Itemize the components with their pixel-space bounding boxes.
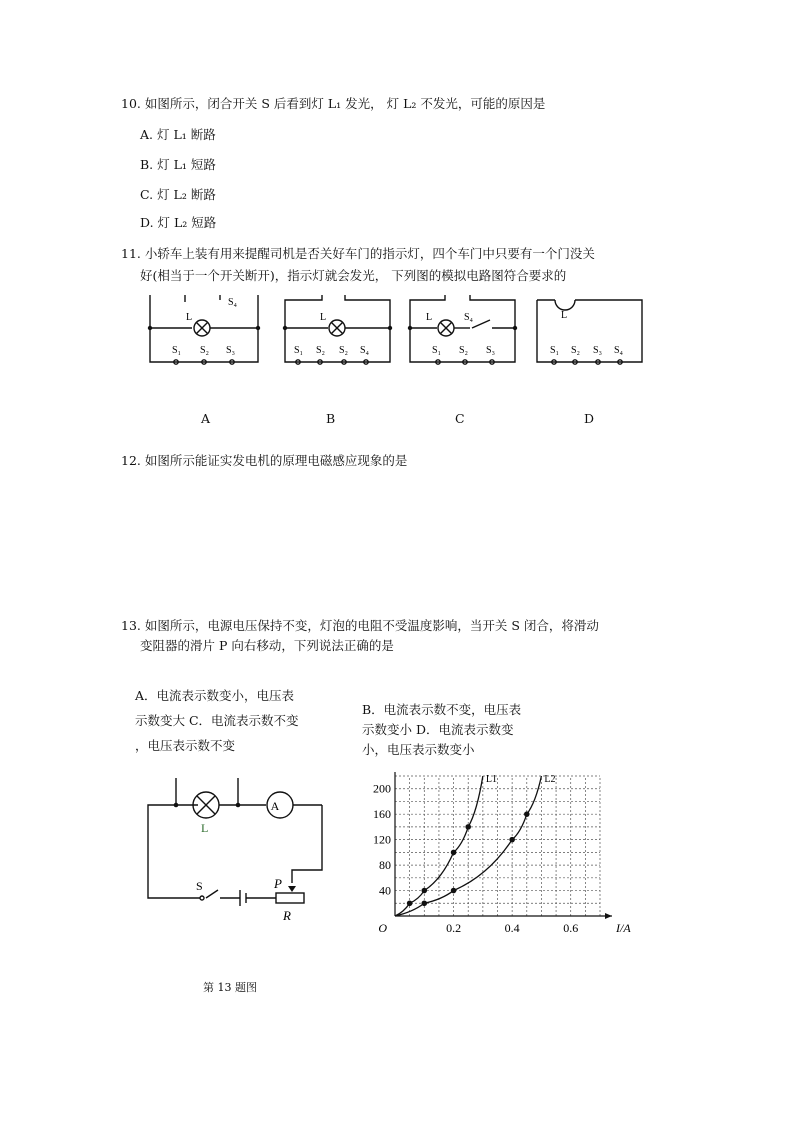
q13-figure-caption: 第 13 题图 <box>203 981 257 994</box>
q11b-s1-label: S₁ <box>294 345 304 356</box>
q13-resistor-label: R <box>283 908 291 923</box>
q13-lamp-label: L <box>201 821 209 835</box>
chart-axes <box>395 772 612 919</box>
q10-stem: 10. 如图所示，闭合开关 S 后看到灯 L₁ 发光， 灯 L₂ 不发光，可能的原因是 <box>121 96 546 111</box>
q10-option-a: A. 灯 L₁ 断路 <box>140 127 216 142</box>
q11c-lamp-label: L <box>426 312 433 323</box>
y-tick-label: 120 <box>373 832 391 847</box>
y-tick-label: 200 <box>373 781 391 796</box>
q11a-s2-label: S₂ <box>200 345 210 356</box>
q13-circuit <box>140 770 340 930</box>
series-label-l2: L2 <box>544 774 556 785</box>
q13-option-b-line1: B．电流表示数不变，电压表 <box>362 702 522 717</box>
data-point-l2 <box>421 900 427 906</box>
q11c-s1-label: S₁ <box>432 345 442 356</box>
q11-choice-c: C <box>455 411 465 426</box>
q11-choice-a: A <box>201 411 211 426</box>
q13-iv-chart <box>365 770 631 945</box>
chart-grid <box>395 776 600 916</box>
q11d-s3-label: S₃ <box>593 345 603 356</box>
q13-option-a-line2: 示数变大 C．电流表示数不变 <box>135 713 299 728</box>
y-tick-label: 40 <box>379 883 391 898</box>
q11-choice-d: D <box>584 411 595 426</box>
x-tick-label: 0.2 <box>446 921 462 935</box>
x-tick-label: 0.4 <box>504 921 520 935</box>
q10-option-b: B. 灯 L₁ 短路 <box>140 157 216 172</box>
data-point-l2 <box>509 837 515 843</box>
q11c-s4-label: S₄ <box>464 312 474 323</box>
data-point-l1 <box>421 888 427 894</box>
q12-stem: 12. 如图所示能证实发电机的原理电磁感应现象的是 <box>121 453 408 468</box>
q11c-s3-label: S₃ <box>486 345 496 356</box>
origin-label: O <box>378 921 387 935</box>
q11-stem-line2: 好(相当于一个开关断开)，指示灯就会发光， 下列图的模拟电路图符合要求的 <box>140 268 567 283</box>
series-label-l1: L1 <box>485 774 497 785</box>
q11-stem-line1: 11. 小轿车上装有用来提醒司机是否关好车门的指示灯，四个车门中只要有一个门没关 <box>121 246 595 261</box>
q11b-lamp-label: L <box>320 312 327 323</box>
q11d-lamp-label: L <box>561 310 568 321</box>
q11b-s2-label: S₂ <box>316 345 326 356</box>
q13-switch-label: S <box>196 879 203 893</box>
x-tick-label: 0.6 <box>563 921 579 935</box>
q11c-s2-label: S₂ <box>459 345 469 356</box>
q11-circuit-figures <box>0 290 794 410</box>
data-point-l2 <box>524 811 530 817</box>
q11a-s3-label: S₃ <box>226 345 236 356</box>
q11a-s4-label: S₄ <box>228 297 238 308</box>
q11b-s2b-label: S₂ <box>339 345 349 356</box>
x-axis-label: I/A <box>616 921 631 935</box>
q11b-s4-label: S₄ <box>360 345 370 356</box>
data-point-l1 <box>465 824 471 830</box>
q13-option-b-line2: 示数变小 D．电流表示数变 <box>362 722 514 737</box>
q11a-s1-label: S₁ <box>172 345 182 356</box>
q11a-lamp-label: L <box>186 312 193 323</box>
data-point-l2 <box>451 888 457 894</box>
q11d-s2-label: S₂ <box>571 345 581 356</box>
q11d-s1-label: S₁ <box>550 345 560 356</box>
q10-option-c: C. 灯 L₂ 断路 <box>140 187 216 202</box>
q13-option-b-line3: 小，电压表示数变小 <box>362 742 475 757</box>
q13-option-a-line3: ，电压表示数不变 <box>135 738 236 753</box>
data-point-l1 <box>451 850 457 856</box>
q13-slider-label: P <box>274 876 282 891</box>
q11d-s4-label: S₄ <box>614 345 624 356</box>
q13-stem-line1: 13. 如图所示，电源电压保持不变，灯泡的电阻不受温度影响，当开关 S 闭合，将滑动 <box>121 618 599 633</box>
q13-option-a-line1: A．电流表示数变小，电压表 <box>135 688 295 703</box>
data-point-l1 <box>407 900 413 906</box>
q11-choice-b: B <box>326 411 336 426</box>
x-axis-arrow <box>605 913 612 919</box>
y-tick-label: 80 <box>379 858 391 873</box>
y-tick-label: 160 <box>373 807 391 822</box>
q10-option-d: D. 灯 L₂ 短路 <box>140 215 217 230</box>
q13-ammeter-label: A <box>270 799 280 813</box>
q13-stem-line2: 变阻器的滑片 P 向右移动，下列说法正确的是 <box>140 638 394 653</box>
